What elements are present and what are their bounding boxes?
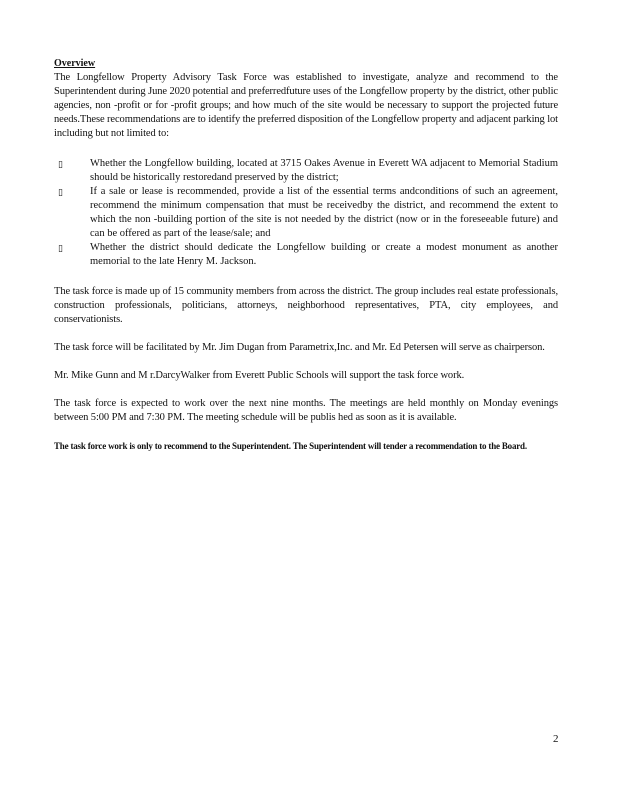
bullet-icon: ▯ (58, 187, 63, 197)
schedule-paragraph: The task force is expected to work over the next nine months. The meetings are held monthly on Monday evenings between 5:00 PM and 7:30 PM. The meeting schedule will be publis hed as soon as it is available. (54, 398, 558, 423)
bullet-icon: ▯ (58, 159, 63, 169)
page-number: 2 (553, 733, 559, 745)
list-item-text: Whether the Longfellow building, located at 3715 Oakes Avenue in Everett WA adjacent to Memorial Stadium should be historically restoredand preserved by the district; (90, 158, 558, 183)
intro-paragraph: The Longfellow Property Advisory Task Force was established to investigate, analyze and recommend to the Superintendent during June 2020 potential and preferredfuture uses of the Longfellow property by the district, other public agencies, non -profit or for -profit groups; and how much of the site would be necessary to support the projected future needs.These recommendations are to identify the preferred disposition of the Longfellow property and adjacent parking lot including but not limited to: (54, 72, 558, 139)
document-body (54, 58, 558, 453)
membership-paragraph: The task force is made up of 15 community members from across the district. The group includes real estate professionals, construction professionals, politicians, attorneys, neighborhood representatives, PTA, city employees, and conservationists. (54, 286, 558, 325)
support-paragraph: Mr. Mike Gunn and M r.DarcyWalker from Everett Public Schools will support the task force work. (54, 370, 465, 381)
list-item (54, 241, 558, 269)
list-item (54, 185, 558, 241)
closing-note: The task force work is only to recommend to the Superintendent. The Superintendent will tender a recommendation to the Board. (54, 441, 527, 451)
list-item (54, 157, 558, 185)
bullet-list (54, 157, 558, 269)
bullet-icon: ▯ (58, 243, 63, 253)
list-item-text: Whether the district should dedicate the Longfellow building or create a modest monument as another memorial to the late Henry M. Jackson. (90, 242, 558, 267)
section-heading: Overview (54, 58, 96, 69)
facilitation-paragraph: The task force will be facilitated by Mr. Jim Dugan from Parametrix,Inc. and Mr. Ed Petersen will serve as chairperson. (54, 342, 545, 353)
list-item-text: If a sale or lease is recommended, provide a list of the essential terms andconditions of such an agreement, recommend the minimum compensation that must be receivedby the district, and recommend the extent to which the non -building portion of the site is not needed by the district (now or in the foreseeable future) and can be offered as part of the lease/sale; and (90, 186, 558, 239)
